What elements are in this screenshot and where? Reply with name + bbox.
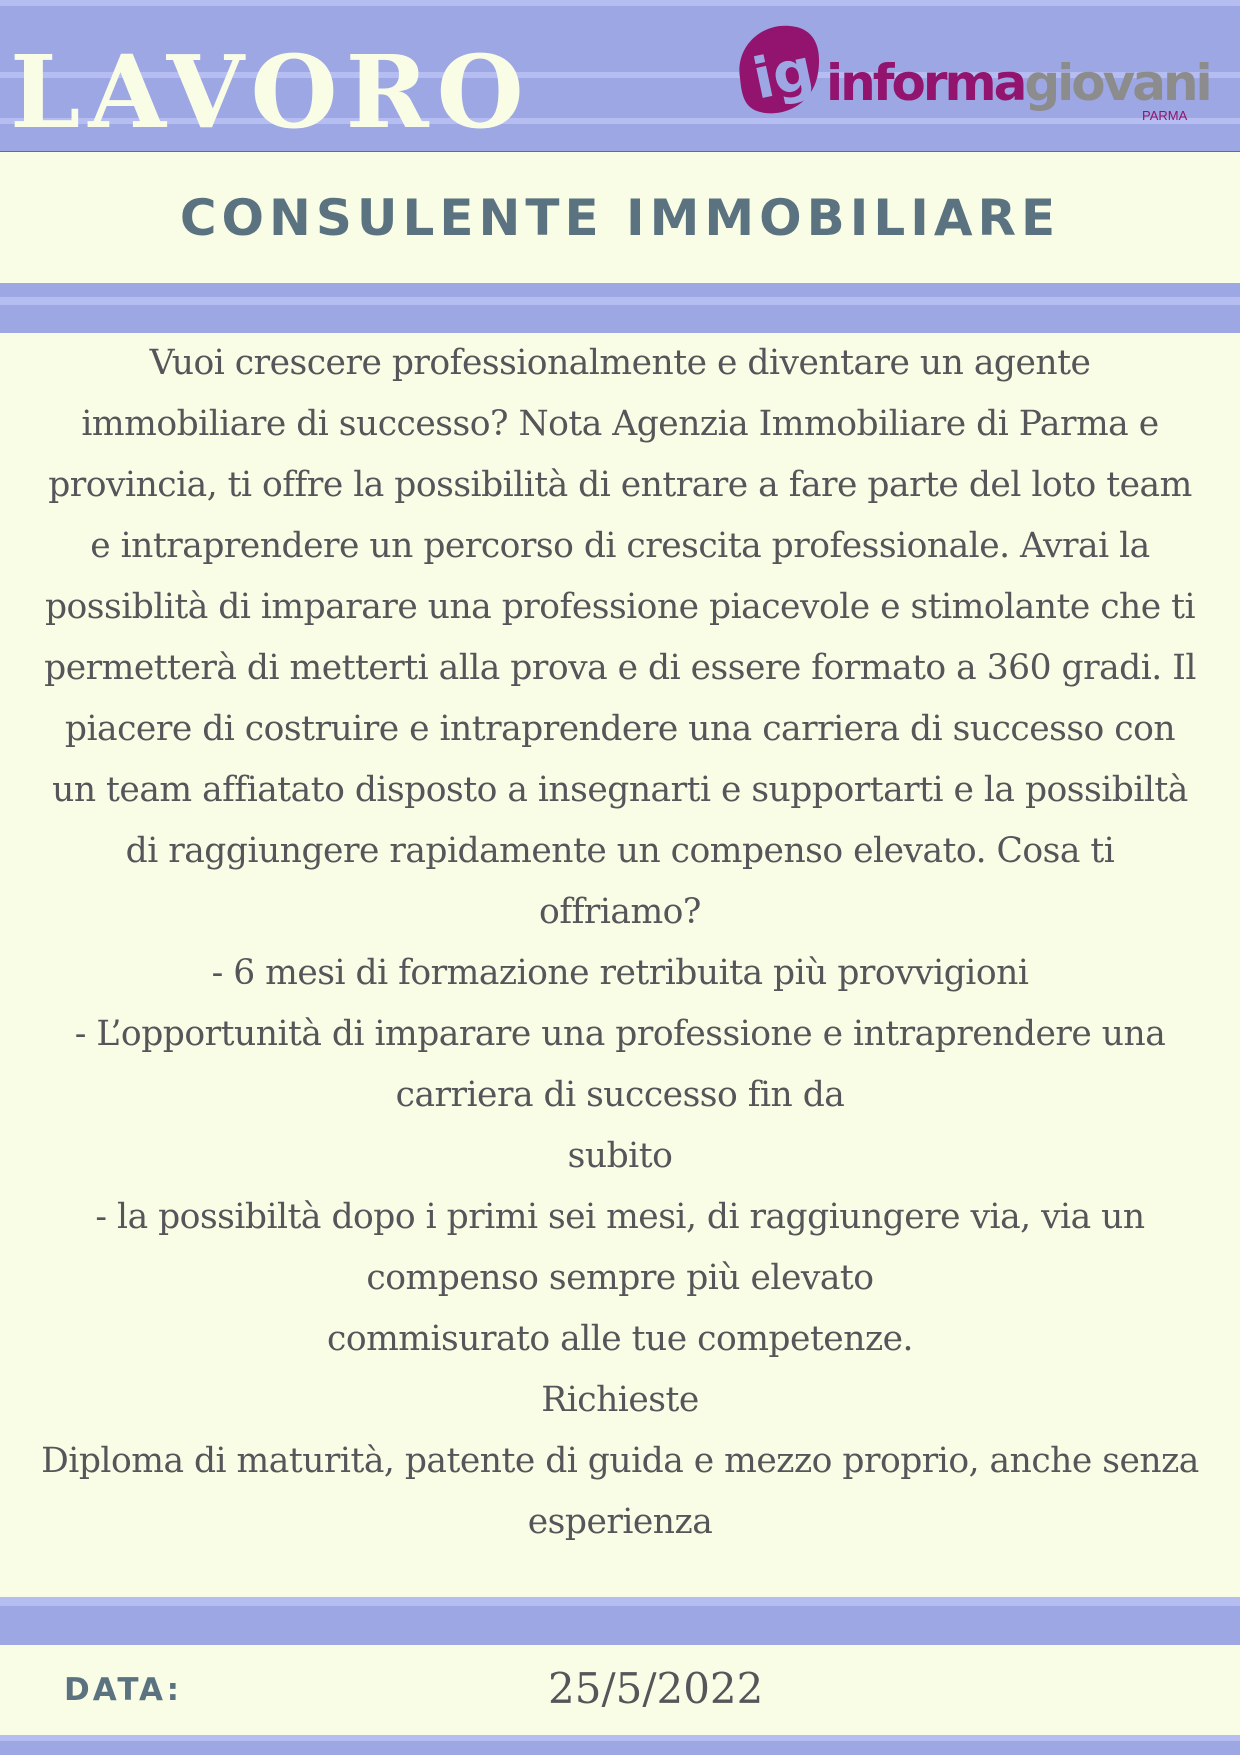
- job-description: [0, 333, 1240, 1553]
- description-line: Diploma di maturità, patente di guida e mezzo proprio, anche senza: [41, 1441, 1199, 1481]
- description-line: permetterà di metterti alla prova e di essere formato a 360 gradi. Il: [44, 648, 1196, 688]
- description-line: subito: [567, 1136, 673, 1176]
- header-banner: [0, 0, 1240, 152]
- divider-band: [0, 1597, 1240, 1645]
- date-value: 25/5/2022: [548, 1664, 764, 1713]
- description-line: carriera di successo fin da: [395, 1075, 845, 1115]
- informagiovani-logo: [730, 14, 1210, 124]
- logo-word-part2: giovani: [1024, 54, 1210, 112]
- description-line: immobiliare di successo? Nota Agenzia Immobiliare di Parma e: [81, 404, 1159, 444]
- description-line: Richieste: [541, 1380, 699, 1420]
- description-line: compenso sempre più elevato: [366, 1258, 874, 1298]
- description-line: possiblità di imparare una professione piacevole e stimolante che ti: [44, 587, 1196, 627]
- logo-word-part1: informa: [826, 54, 1025, 112]
- divider-band: [0, 283, 1240, 333]
- description-line: Vuoi crescere professionalmente e diventare un agente: [149, 343, 1091, 383]
- description-line: di raggiungere rapidamente un compenso elevato. Cosa ti: [125, 831, 1115, 871]
- svg-text:ig: ig: [747, 36, 819, 113]
- description-line: piacere di costruire e intraprendere una carriera di successo con: [64, 709, 1176, 749]
- description-line: commisurato alle tue competenze.: [327, 1319, 913, 1359]
- logo-wordmark: [826, 54, 1210, 112]
- band-stripe: [0, 1597, 1240, 1606]
- description-line: - 6 mesi di formazione retribuita più provvigioni: [211, 953, 1029, 993]
- header-divider: [0, 151, 1240, 152]
- description-line: offriamo?: [539, 892, 701, 932]
- description-line: provincia, ti offre la possibilità di entrare a fare parte del loto team: [48, 465, 1192, 505]
- date-label: DATA:: [64, 1672, 183, 1708]
- logo-subtitle: PARMA: [1142, 108, 1188, 123]
- description-line: esperienza: [527, 1502, 713, 1542]
- description-line: - la possibiltà dopo i primi sei mesi, di raggiungere via, via un: [95, 1197, 1145, 1237]
- ig-logo-icon: [730, 18, 825, 118]
- description-line: e intraprendere un percorso di crescita professionale. Avrai la: [90, 526, 1150, 566]
- job-title: CONSULENTE IMMOBILIARE: [179, 189, 1061, 247]
- band-stripe: [0, 297, 1240, 305]
- divider-band: [0, 1735, 1240, 1755]
- header-stripe: [0, 0, 1240, 6]
- description-line: un team affiatato disposto a insegnarti e supportarti e la possibiltà: [52, 770, 1188, 810]
- description-line: - L’opportunità di imparare una professione e intraprendere una: [74, 1014, 1166, 1054]
- section-label: LAVORO: [10, 33, 532, 151]
- band-stripe: [0, 1735, 1240, 1741]
